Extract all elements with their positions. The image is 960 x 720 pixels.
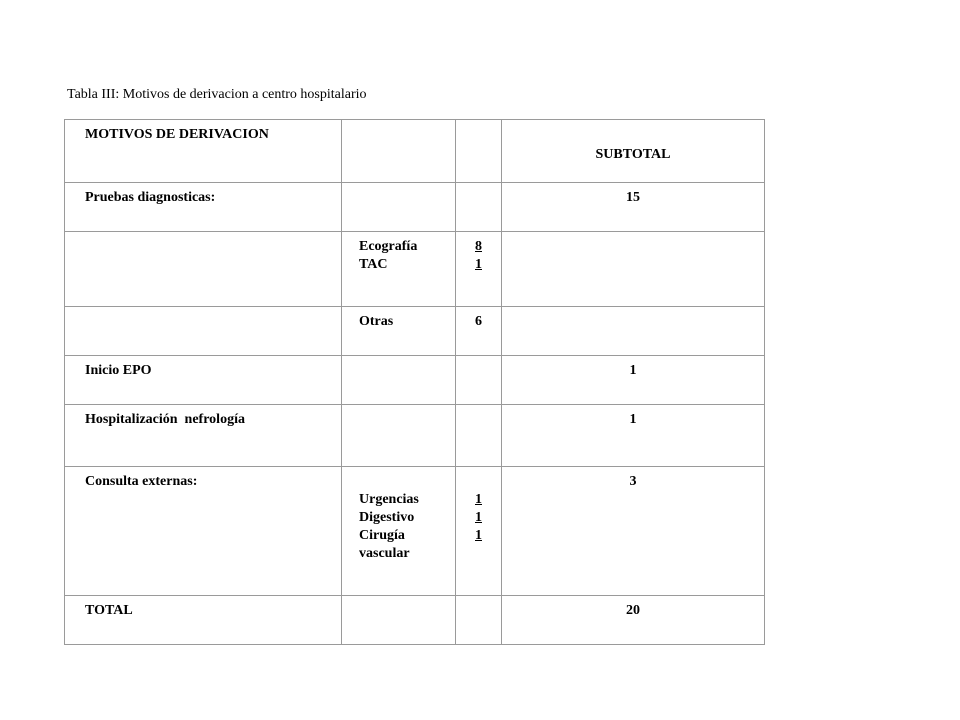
item-urgencias: Urgencias [359,492,419,507]
header-col2 [342,120,456,183]
header-col3 [456,120,502,183]
subtotal-hospitalizacion: 1 [502,405,765,467]
table-row [65,183,765,232]
header-motivos: MOTIVOS DE DERIVACION [65,120,342,183]
item-tac: TAC [359,257,388,272]
item-otras: Otras [342,307,456,356]
count-cirugia: 1 [475,528,482,543]
subtotal-consulta: 3 [502,467,765,596]
empty-cell [456,183,502,232]
subtotal-inicio-epo: 1 [502,356,765,405]
items-consulta [342,467,456,596]
header-subtotal-label: SUBTOTAL [595,147,671,162]
derivation-table [64,119,765,645]
row-label-hospitalizacion: Hospitalización nefrología [65,405,342,467]
header-subtotal [502,120,765,183]
item-digestivo: Digestivo [359,510,415,525]
row-label-total: TOTAL [65,596,342,645]
empty-cell [456,405,502,467]
items-ecografia-tac [342,232,456,307]
table-row [65,356,765,405]
empty-cell [342,356,456,405]
empty-cell [342,183,456,232]
table-row [65,232,765,307]
table-row [65,307,765,356]
count-ecografia: 8 [475,239,482,254]
count-otras: 6 [456,307,502,356]
empty-cell [342,405,456,467]
empty-cell [502,232,765,307]
counts-consulta [456,467,502,596]
row-label-inicio-epo: Inicio EPO [65,356,342,405]
empty-cell [456,356,502,405]
subtotal-total: 20 [502,596,765,645]
empty-cell [456,596,502,645]
item-ecografia: Ecografía [359,239,418,254]
empty-cell [342,596,456,645]
count-urgencias: 1 [475,492,482,507]
empty-cell [65,232,342,307]
empty-cell [502,307,765,356]
item-cirugia: Cirugía [359,528,405,543]
table-total-row [65,596,765,645]
item-vascular: vascular [359,546,410,561]
subtotal-pruebas: 15 [502,183,765,232]
counts-ecografia-tac [456,232,502,307]
count-tac: 1 [475,257,482,272]
empty-cell [65,307,342,356]
table-header-row [65,120,765,183]
row-label-consulta: Consulta externas: [65,467,342,596]
table-caption: Tabla III: Motivos de derivacion a centro hospitalario [67,87,367,102]
row-label-pruebas: Pruebas diagnosticas: [65,183,342,232]
table-row [65,467,765,596]
table-row [65,405,765,467]
count-digestivo: 1 [475,510,482,525]
